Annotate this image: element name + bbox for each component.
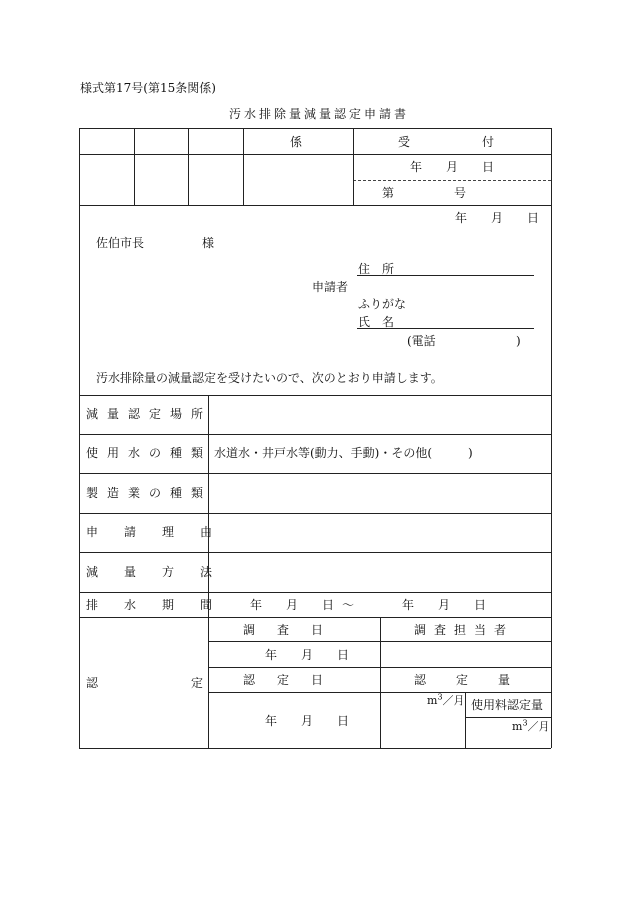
request-text: 汚水排除量の減量認定を受けたいので、次のとおり申請します。 (96, 371, 443, 385)
cert-amount-label: 認定量 (414, 673, 541, 687)
unit-m3-month-1: $m^3/$月 (427, 692, 465, 707)
form-number: 様式第17号(第15条関係) (80, 81, 216, 95)
applicant-label: 申請者 (312, 280, 349, 294)
name-label: 氏 名 (358, 315, 395, 329)
receipt-date: 年 月 日 (410, 160, 495, 174)
cert-label-left: 認 (86, 676, 99, 690)
address-label: 住 所 (358, 262, 395, 276)
furigana-label: ふりがな (358, 297, 407, 311)
phone-open: (電話 (407, 334, 436, 348)
row-label-reason: 申請理由 (86, 525, 239, 539)
name-line (357, 328, 534, 329)
period-label: 排水期間 (86, 598, 239, 612)
application-date: 年 月 日 (455, 211, 540, 225)
survey-date: 年 月 日 (265, 648, 350, 662)
row-value-water-type: 水道水・井戸水等(動力、手動)・その他( ) (214, 446, 473, 460)
honorific: 様 (202, 236, 215, 250)
period-start: 年 月 日 (250, 598, 335, 612)
row-label-location: 減量認定場所 (86, 407, 213, 421)
row-label-water-type: 使用水の種類 (86, 446, 213, 460)
form-title: 汚水排除量減量認定申請書 (229, 107, 410, 121)
receipt-number: 第 号 (382, 186, 467, 200)
row-label-method: 減量方法 (86, 565, 239, 579)
surveyor-label: 調査担当者 (414, 623, 515, 637)
period-end: 年 月 日 (402, 598, 487, 612)
cert-date: 年 月 日 (265, 714, 350, 728)
kakari-label: 係 (290, 135, 303, 149)
fee-amount-label: 使用料認定量 (471, 698, 544, 712)
period-tilde: ～ (342, 598, 355, 612)
cert-date-label: 認定日 (243, 673, 346, 687)
cert-label-right: 定 (191, 676, 204, 690)
survey-date-label: 調査日 (243, 623, 346, 637)
addressee: 佐伯市長 (96, 236, 145, 250)
uketsuke-label: 受 付 (398, 135, 495, 149)
address-line (357, 275, 534, 276)
row-label-industry: 製造業の種類 (86, 486, 213, 500)
unit-m3-month-2: $m^3/$月 (512, 718, 550, 733)
phone-close: ) (516, 334, 521, 348)
